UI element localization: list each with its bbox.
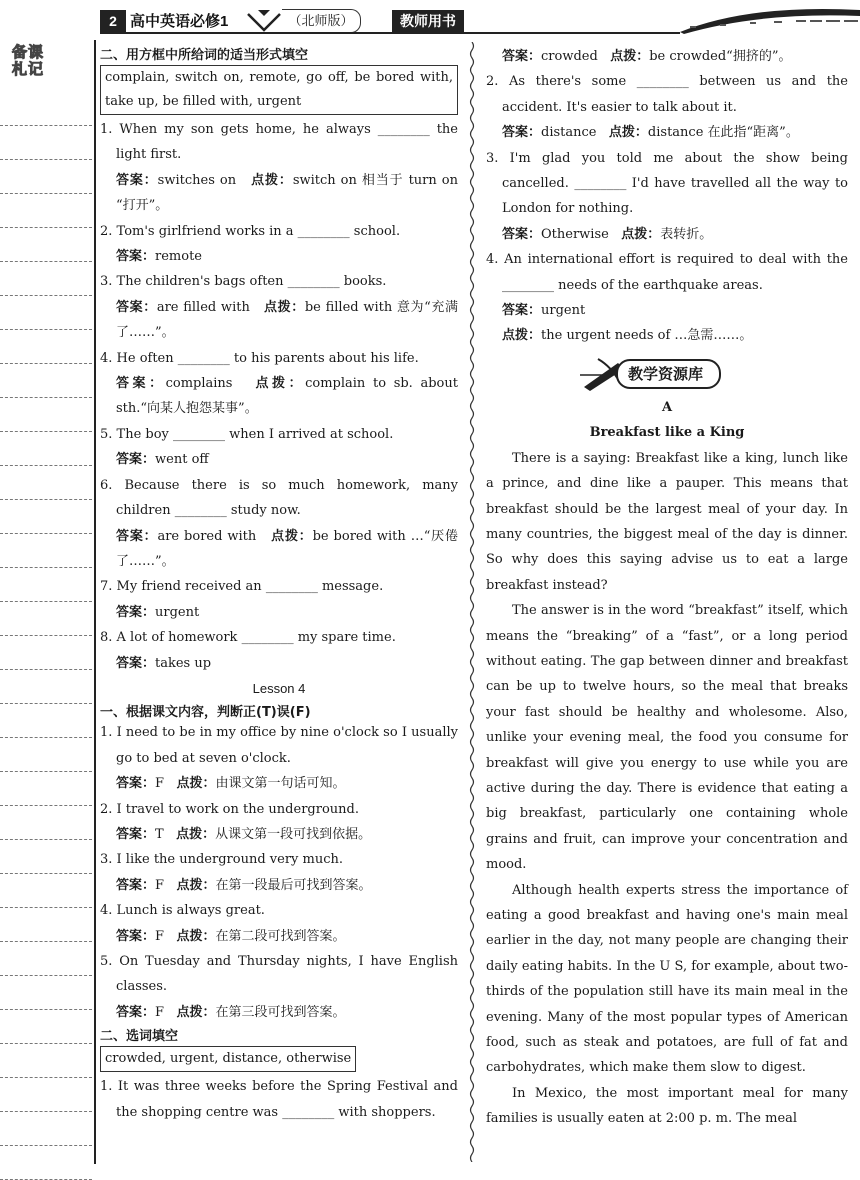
- answer: 答案：distance 点拨：distance 在此指“距离”。: [502, 125, 799, 141]
- lesson-heading: Lesson 4: [252, 680, 306, 696]
- question: 2. As there's some ________ between us and the accident. It's easier to talk about it.: [486, 74, 848, 115]
- section-title: 二、用方框中所给词的适当形式填空: [100, 48, 309, 63]
- chevron-ornament-icon: [246, 8, 282, 34]
- logo-line-1: 备课: [12, 43, 45, 61]
- question: 8. A lot of homework ________ my spare time.: [100, 630, 396, 646]
- answer: 答案：T 点拨：从课文第一段可找到依据。: [116, 826, 372, 842]
- edition-label: （北师版）: [282, 9, 361, 33]
- question: 4. Lunch is always great.: [100, 903, 265, 919]
- answer: 答案：urgent: [502, 303, 586, 319]
- page-header: [0, 0, 860, 40]
- left-column: [100, 44, 458, 1125]
- passage-title: Breakfast like a King: [589, 425, 745, 441]
- paragraph: There is a saying: Breakfast like a king, lunch like a prince, and dine like a pauper. This means that breakfast should be the largest meal of your day. In many countries, the biggest meal of the day is dinner. So why does this saying advise us to eat a large breakfast instead?: [486, 450, 848, 593]
- passage-letter: A: [661, 399, 673, 415]
- note-lines: [0, 92, 92, 1152]
- resource-banner: [486, 353, 848, 393]
- logo-line-2: 札记: [12, 60, 45, 78]
- section-title: 一、根据课文内容，判断正(T)误(F): [100, 705, 311, 721]
- answer: 答案：Otherwise 点拨：表转折。: [502, 226, 713, 242]
- paragraph: The answer is in the word “breakfast” itself, which means the “breaking” of a “fast”, or a long period without eating. The gap between dinner and breakfast can be up to twelve hours, so the meal that breaks your fast should be healthy and wholesome. Also, unlike your evening meal, the food you consume for breakfast will give you energy to use while you are active during the day. There is evidence that eating a big breakfast, particularly one containing whole grains and fruit, can improve your concentration and mood.: [486, 603, 848, 873]
- answer: 答案：switches on 点拨：switch on 相当于 turn on “打开”。: [116, 172, 458, 214]
- header-swoosh-icon: [560, 4, 860, 38]
- section-title: 二、选词填空: [100, 1029, 179, 1045]
- word-box: crowded, urgent, distance, otherwise: [100, 1046, 356, 1072]
- question: 5. The boy ________ when I arrived at school.: [100, 426, 394, 442]
- question: 1. When my son gets home, he always ________ the light first.: [100, 122, 458, 163]
- resource-banner-label: 教学资源库: [616, 359, 721, 389]
- question: 4. He often ________ to his parents about his life.: [100, 350, 419, 366]
- right-column: [486, 44, 848, 1132]
- answer: 答案：remote: [116, 249, 202, 265]
- question: 2. Tom's girlfriend works in a ________ school.: [100, 223, 401, 239]
- question: 7. My friend received an ________ message.: [100, 579, 384, 595]
- answer: 答案：F 点拨：在第三段可找到答案。: [116, 1004, 346, 1020]
- question: 3. I like the underground very much.: [100, 852, 343, 868]
- margin-rule: [94, 40, 96, 1164]
- question: 4. An international effort is required to deal with the ________ needs of the earthquake areas.: [486, 252, 848, 293]
- answer: 答案：went off: [116, 452, 209, 468]
- answer: 答案：are bored with 点拨：be bored with …“厌倦了……”。: [116, 528, 458, 569]
- page-number: 2: [100, 10, 126, 32]
- column-divider: [468, 42, 476, 1162]
- exercise-list: [100, 117, 458, 676]
- book-title: 高中英语必修1: [130, 13, 229, 30]
- paragraph: In Mexico, the most important meal for many families is usually eaten at 2:00 p. m. The meal: [486, 1085, 848, 1127]
- teacher-book-badge: 教师用书: [392, 10, 464, 32]
- question: 5. On Tuesday and Thursday nights, I have English classes.: [100, 954, 458, 995]
- question: 3. I'm glad you told me about the show being cancelled. ________ I'd have travelled all the way to London for nothing.: [486, 150, 848, 217]
- question: 6. Because there is so much homework, many children ________ study now.: [100, 477, 458, 519]
- answer: 答案：takes up: [116, 655, 212, 671]
- question: 2. I travel to work on the underground.: [100, 801, 359, 817]
- paragraph: Although health experts stress the importance of eating a good breakfast and having one's main meal earlier in the day, not many people are changing their daily eating habits. In the U S, for example, about two-thirds of the population still have its main meal in the evening. Many of the most popular types of American food, such as steak and potatoes, are full of fat and carbohydrates, which make them slow to digest.: [486, 882, 848, 1076]
- answer: 答案：urgent: [116, 604, 200, 620]
- answer: 答案：F 点拨：在第一段最后可找到答案。: [116, 877, 372, 893]
- answer: 答案：complains 点拨：complain to sb. about sth.“向某人抱怨某事”。: [116, 376, 458, 417]
- question: 1. I need to be in my office by nine o'clock so I usually go to bed at seven o'clock.: [100, 725, 458, 766]
- question: 1. It was three weeks before the Spring Festival and the shopping centre was ________ with shoppers.: [100, 1079, 458, 1120]
- question: 3. The children's bags often ________ books.: [100, 274, 387, 290]
- answer: 答案：F 点拨：在第二段可找到答案。: [116, 928, 346, 944]
- prep-notes-logo: [12, 44, 78, 88]
- answer: 答案：are filled with 点拨：be filled with 意为“充满了……”。: [116, 299, 458, 341]
- true-false-list: [100, 720, 458, 1025]
- answer: 答案：F 点拨：由课文第一句话可知。: [116, 776, 346, 792]
- tip: 点拨：the urgent needs of …急需……。: [502, 328, 753, 344]
- answer: 答案：crowded 点拨：be crowded“拥挤的”。: [502, 49, 792, 64]
- word-box: complain, switch on, remote, go off, be bored with, take up, be filled with, urgent: [100, 65, 458, 115]
